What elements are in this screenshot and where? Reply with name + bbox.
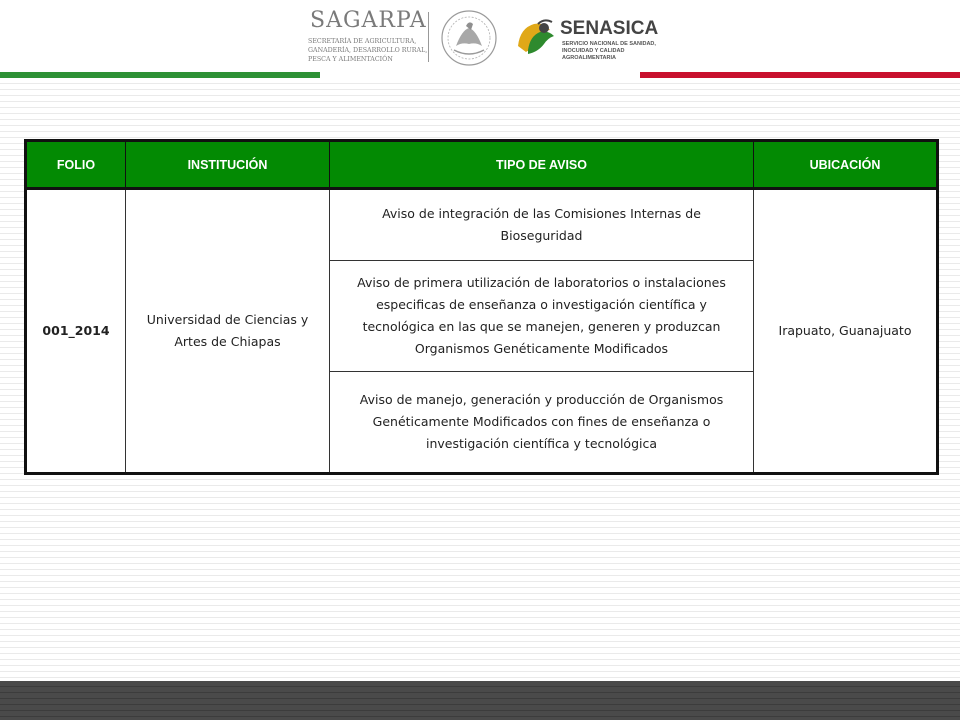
flag-stripe [0,72,960,78]
sagarpa-subtitle-line3: PESCA Y ALIMENTACIÓN [308,56,393,63]
senasica-subtitle-line2: INOCUIDAD Y CALIDAD [562,48,625,54]
cell-institucion: Universidad de Ciencias y Artes de Chiapas [126,189,330,474]
mexico-seal-icon [436,8,502,68]
table-body [26,189,938,474]
senasica-logo [514,14,664,66]
flag-stripe-white [320,72,640,78]
cell-aviso-3: Aviso de manejo, generación y producción de Organismos Genéticamente Modificados con fines de enseñanza o investigación científica y tecnológica [330,372,754,474]
flag-stripe-green [0,72,320,78]
page-header [0,0,960,74]
senasica-subtitle-line1: SERVICIO NACIONAL DE SANIDAD, [562,41,656,47]
sagarpa-logo [300,4,430,70]
column-header-ubicacion: UBICACIÓN [754,141,938,189]
table-header-row [26,141,938,189]
flag-stripe-red [640,72,960,78]
column-header-tipo-aviso: TIPO DE AVISO [330,141,754,189]
cell-ubicacion: Irapuato, Guanajuato [754,189,938,474]
table-header [26,141,938,189]
senasica-subtitle-line3: AGROALIMENTARIA [562,55,616,61]
avisos-table [24,139,939,475]
senasica-emblem-icon [514,16,560,60]
cell-folio: 001_2014 [26,189,126,474]
column-header-institucion: INSTITUCIÓN [126,141,330,189]
cell-aviso-2: Aviso de primera utilización de laboratorios o instalaciones especificas de enseñanza o investigación científica y tecnológica en las que se manejen, generen y produzcan Organismos Genéticamente Modificados [330,261,754,372]
footer-band [0,681,960,720]
senasica-name: SENASICA [560,18,659,39]
sagarpa-name: SAGARPA [310,8,427,33]
table-row [26,189,938,261]
cell-aviso-1: Aviso de integración de las Comisiones Internas de Bioseguridad [330,189,754,261]
column-header-folio: FOLIO [26,141,126,189]
sagarpa-subtitle-line2: GANADERÍA, DESARROLLO RURAL, [308,47,428,54]
logo-divider [428,12,429,62]
sagarpa-subtitle-line1: SECRETARÍA DE AGRICULTURA, [308,38,417,45]
